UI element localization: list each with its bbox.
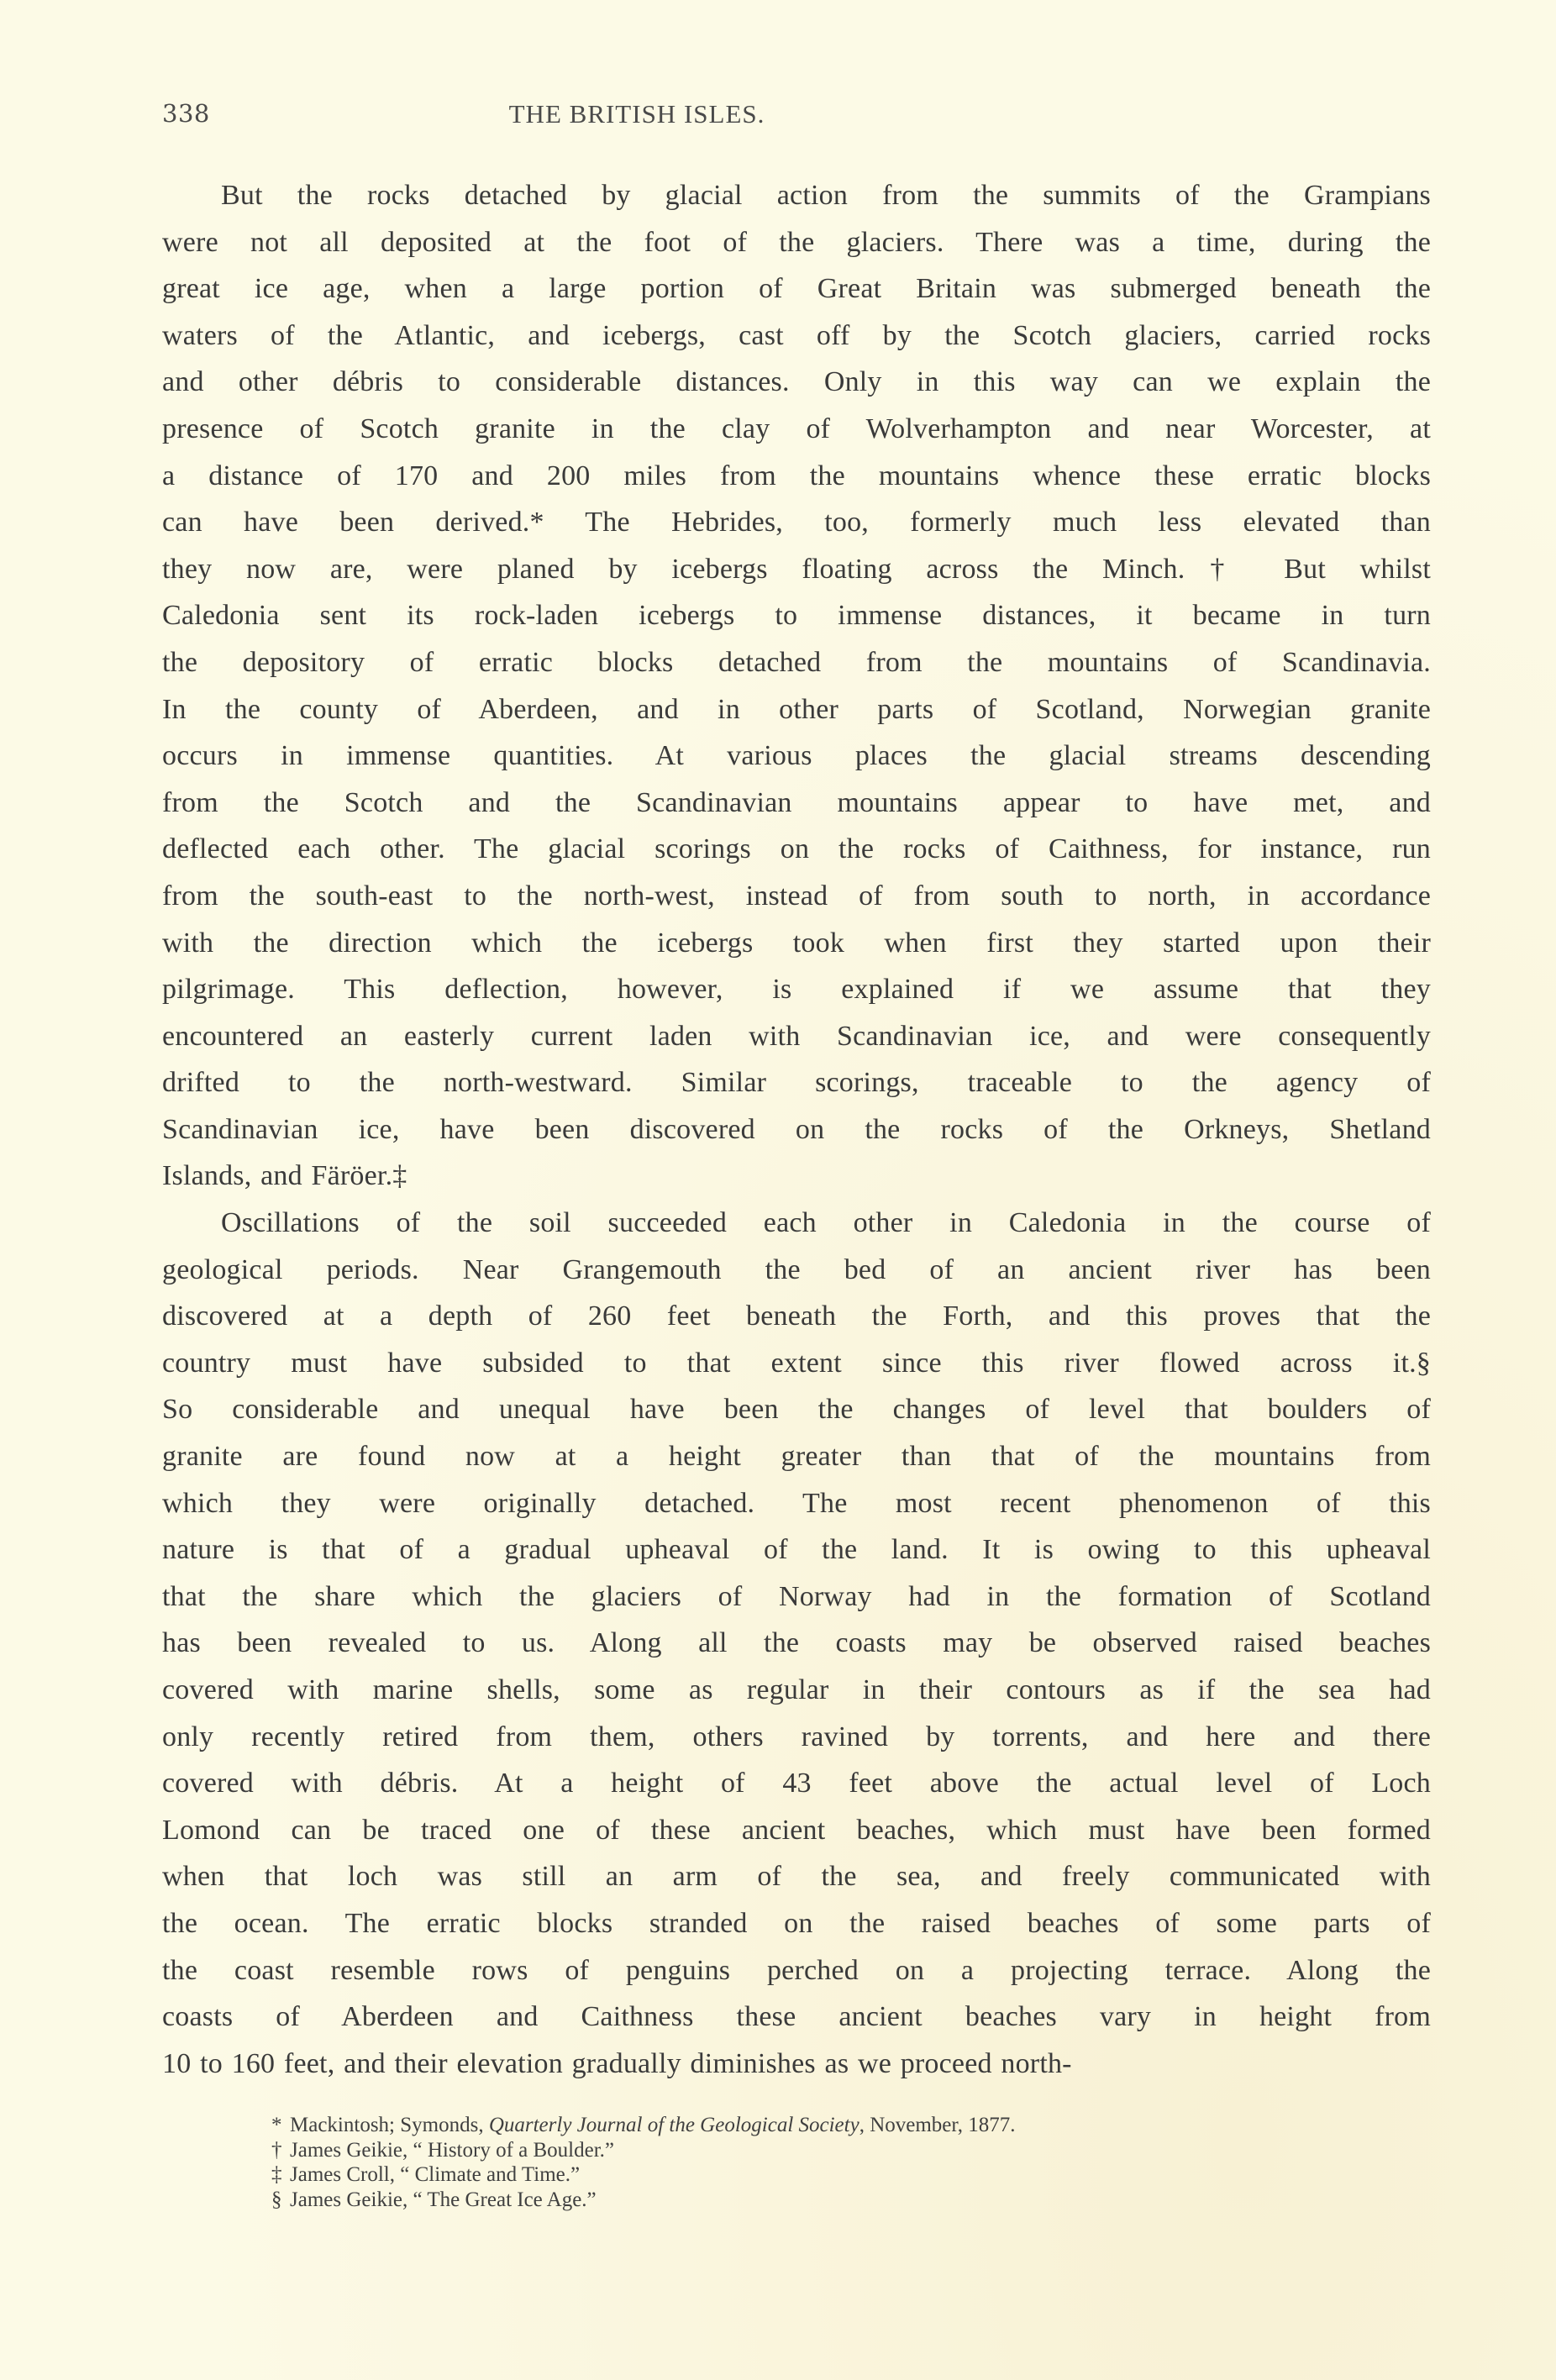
text-line: drifted to the north-westward. Similar scorings, traceable to the agency of [162,1067,1431,1099]
text-line: But the rocks detached by glacial action from the summits of the Grampians [221,180,1431,211]
footnote [271,2162,1364,2188]
text-line: nature is that of a gradual upheaval of the land. It is owing to this upheaval [162,1534,1431,1566]
text-line: the ocean. The erratic blocks stranded on the raised beaches of some parts of [162,1907,1431,1939]
footnote-mark: * [271,2114,282,2136]
footnote-text: James Geikie, “ History of a Boulder.” [290,2138,615,2162]
footnote-text-tail: , November, 1877. [859,2114,1016,2136]
text-line: a distance of 170 and 200 miles from the mountains whence these erratic blocks [162,460,1431,491]
text-line: coasts of Aberdeen and Caithness these ancient beaches vary in height from [162,2001,1431,2033]
text-line: and other débris to considerable distances. Only in this way can we explain the [162,366,1431,398]
text-line: that the share which the glaciers of Norway had in the formation of Scotland [162,1580,1431,1612]
text-line: encountered an easterly current laden with Scandinavian ice, and were consequently [162,1020,1431,1052]
text-line: occurs in immense quantities. At various places the glacial streams descending [162,740,1431,772]
footnote [271,2138,1364,2163]
page-number: 338 [162,99,210,128]
text-line: they now are, were planed by icebergs floating across the Minch.† But whilst [162,553,1431,585]
text-line: waters of the Atlantic, and icebergs, cast off by the Scotch glaciers, carried rocks [162,319,1431,351]
footnote [271,2188,1364,2213]
text-line: the coast resemble rows of penguins perched on a projecting terrace. Along the [162,1954,1431,1986]
text-line: Scandinavian ice, have been discovered on the rocks of the Orkneys, Shetland [162,1113,1431,1145]
paragraph [162,1200,1431,2087]
text-line: can have been derived.* The Hebrides, too, formerly much less elevated than [162,507,1431,539]
text-line: So considerable and unequal have been the changes of level that boulders of [162,1394,1431,1426]
text-line: pilgrimage. This deflection, however, is explained if we assume that they [162,974,1431,1006]
text-line: Caledonia sent its rock-laden icebergs to immense distances, it became in turn [162,600,1431,632]
text-line: has been revealed to us. Along all the coasts may be observed raised beaches [162,1627,1431,1659]
text-line: covered with marine shells, some as regular in their contours as if the sea had [162,1674,1431,1705]
footnote-mark: ‡ [271,2163,282,2186]
text-line: covered with débris. At a height of 43 feet above the actual level of Loch [162,1768,1431,1799]
text-line: only recently retired from them, others ravined by torrents, and here and there [162,1721,1431,1752]
footnote-text: James Croll, “ Climate and Time.” [290,2163,581,2186]
text-line: which they were originally detached. The most recent phenomenon of this [162,1487,1431,1519]
text-line: Oscillations of the soil succeeded each other in Caledonia in the course of [221,1207,1431,1239]
text-line: from the south-east to the north-west, instead of from south to north, in accordance [162,880,1431,912]
paragraph [162,172,1431,1200]
text-line: were not all deposited at the foot of the glaciers. There was a time, during the [162,226,1431,258]
footnote-text: James Geikie, “ The Great Ice Age.” [290,2188,597,2211]
footnote-mark: § [271,2188,282,2211]
text-line: when that loch was still an arm of the sea, and freely communicated with [162,1861,1431,1893]
footnote-text: Mackintosh; Symonds, [290,2114,489,2136]
footnote-citation-title: Quarterly Journal of the Geological Society [488,2114,859,2136]
text-line: Islands, and Färöer.‡ [162,1160,407,1192]
text-line: granite are found now at a height greater than that of the mountains from [162,1441,1431,1473]
text-line: presence of Scotch granite in the clay of Wolverhampton and near Worcester, at [162,412,1431,444]
text-line: In the county of Aberdeen, and in other parts of Scotland, Norwegian granite [162,693,1431,725]
text-line: discovered at a depth of 260 feet beneath the Forth, and this proves that the [162,1300,1431,1332]
text-line: with the direction which the icebergs took when first they started upon their [162,927,1431,959]
running-title: THE BRITISH ISLES. [508,99,765,129]
footnotes [271,2113,1364,2212]
text-line: the depository of erratic blocks detached from the mountains of Scandinavia. [162,646,1431,678]
text-line: country must have subsided to that extent since this river flowed across it.§ [162,1347,1431,1379]
footnote-mark: † [271,2138,282,2162]
body-text [162,172,1431,2087]
text-line: Lomond can be traced one of these ancient beaches, which must have been formed [162,1814,1431,1846]
text-line: great ice age, when a large portion of Great Britain was submerged beneath the [162,273,1431,305]
text-line: geological periods. Near Grangemouth the bed of an ancient river has been [162,1253,1431,1285]
footnote [271,2113,1364,2138]
text-line: 10 to 160 feet, and their elevation gradually diminishes as we proceed north- [162,2047,1072,2079]
text-line: from the Scotch and the Scandinavian mountains appear to have met, and [162,786,1431,818]
running-head [162,99,1431,133]
text-line: deflected each other. The glacial scorings on the rocks of Caithness, for instance, run [162,833,1431,865]
